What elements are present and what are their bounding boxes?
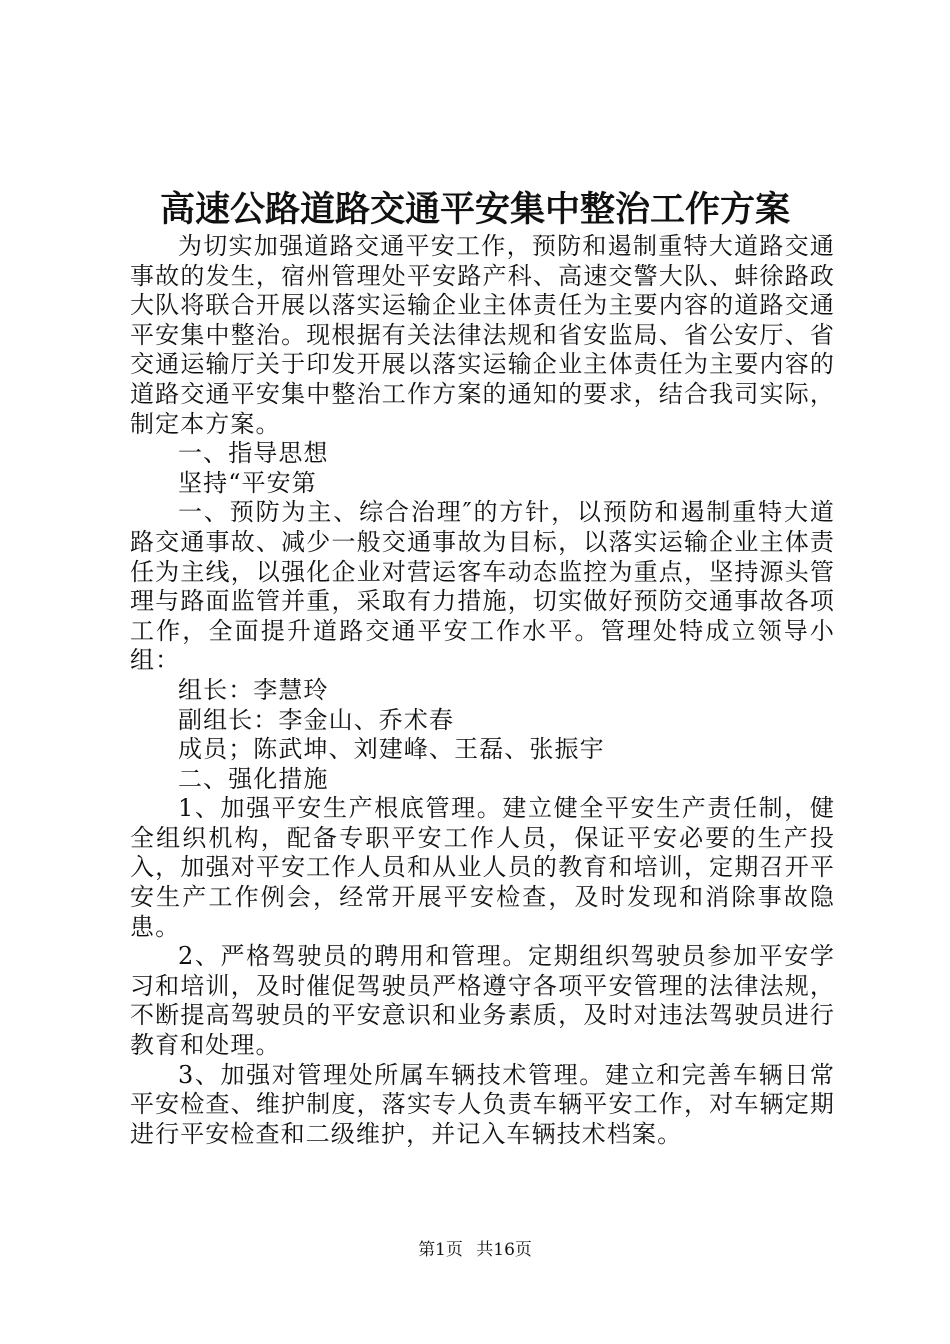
paragraph-deputy-leader: 副组长：李金山、乔术春: [178, 705, 455, 734]
page-footer: [0, 1238, 950, 1262]
paragraph-measure-1: 1、加强平安生产根底管理。建立健全平安生产责任制，健全组织机构，配备专职平安工作人员，保证平安必要的生产投入，加强对平安工作人员和从业人员的教育和培训，定期召开平安生产工作例会，经常开展平安检查，及时发现和消除事故隐患。: [130, 794, 835, 941]
document-title: 高速公路道路交通平安集中整治工作方案: [159, 189, 790, 230]
paragraph-measure-3: 3、加强对管理处所属车辆技术管理。建立和完善车辆日常平安检查、维护制度，落实专人负责车辆平安工作，对车辆定期进行平安检查和二级维护，并记入车辆技术档案。: [130, 1060, 835, 1148]
page-number: 第1页: [418, 1240, 463, 1260]
paragraph-intro: 为切实加强道路交通平安工作，预防和遏制重特大道路交通事故的发生，宿州管理处平安路产科、高速交警大队、蚌徐路政大队将联合开展以落实运输企业主体责任为主要内容的道路交通平安集中整治。现根据有关法律法规和省安监局、省公安厅、省交通运输厅关于印发开展以落实运输企业主体责任为主要内容的道路交通平安集中整治工作方案的通知的要求，结合我司实际，制定本方案。: [130, 232, 835, 438]
page-total: 共16页: [476, 1240, 532, 1260]
section-heading-guiding-thought: 一、指导思想: [178, 439, 329, 468]
paragraph-members: 成员；陈武坤、刘建峰、王磊、张振宇: [178, 735, 605, 764]
paragraph-principle-start: 坚持“平安第: [178, 468, 317, 497]
document-body: [130, 232, 835, 1149]
paragraph-principle: 一、预防为主、综合治理″的方针，以预防和遏制重特大道路交通事故、减少一般交通事故为目标，以落实运输企业主体责任为主线，以强化企业对营运客车动态监控为重点，坚持源头管理与路面监管并重，采取有力措施，切实做好预防交通事故各项工作，全面提升道路交通平安工作水平。管理处特成立领导小组：: [130, 498, 835, 675]
paragraph-measure-2: 2、严格驾驶员的聘用和管理。定期组织驾驶员参加平安学习和培训，及时催促驾驶员严格遵守各项平安管理的法律法规，不断提高驾驶员的平安意识和业务素质，及时对违法驾驶员进行教育和处理。: [130, 942, 835, 1060]
section-heading-measures: 二、强化措施: [178, 764, 329, 793]
paragraph-group-leader: 组长：李慧玲: [178, 675, 329, 704]
